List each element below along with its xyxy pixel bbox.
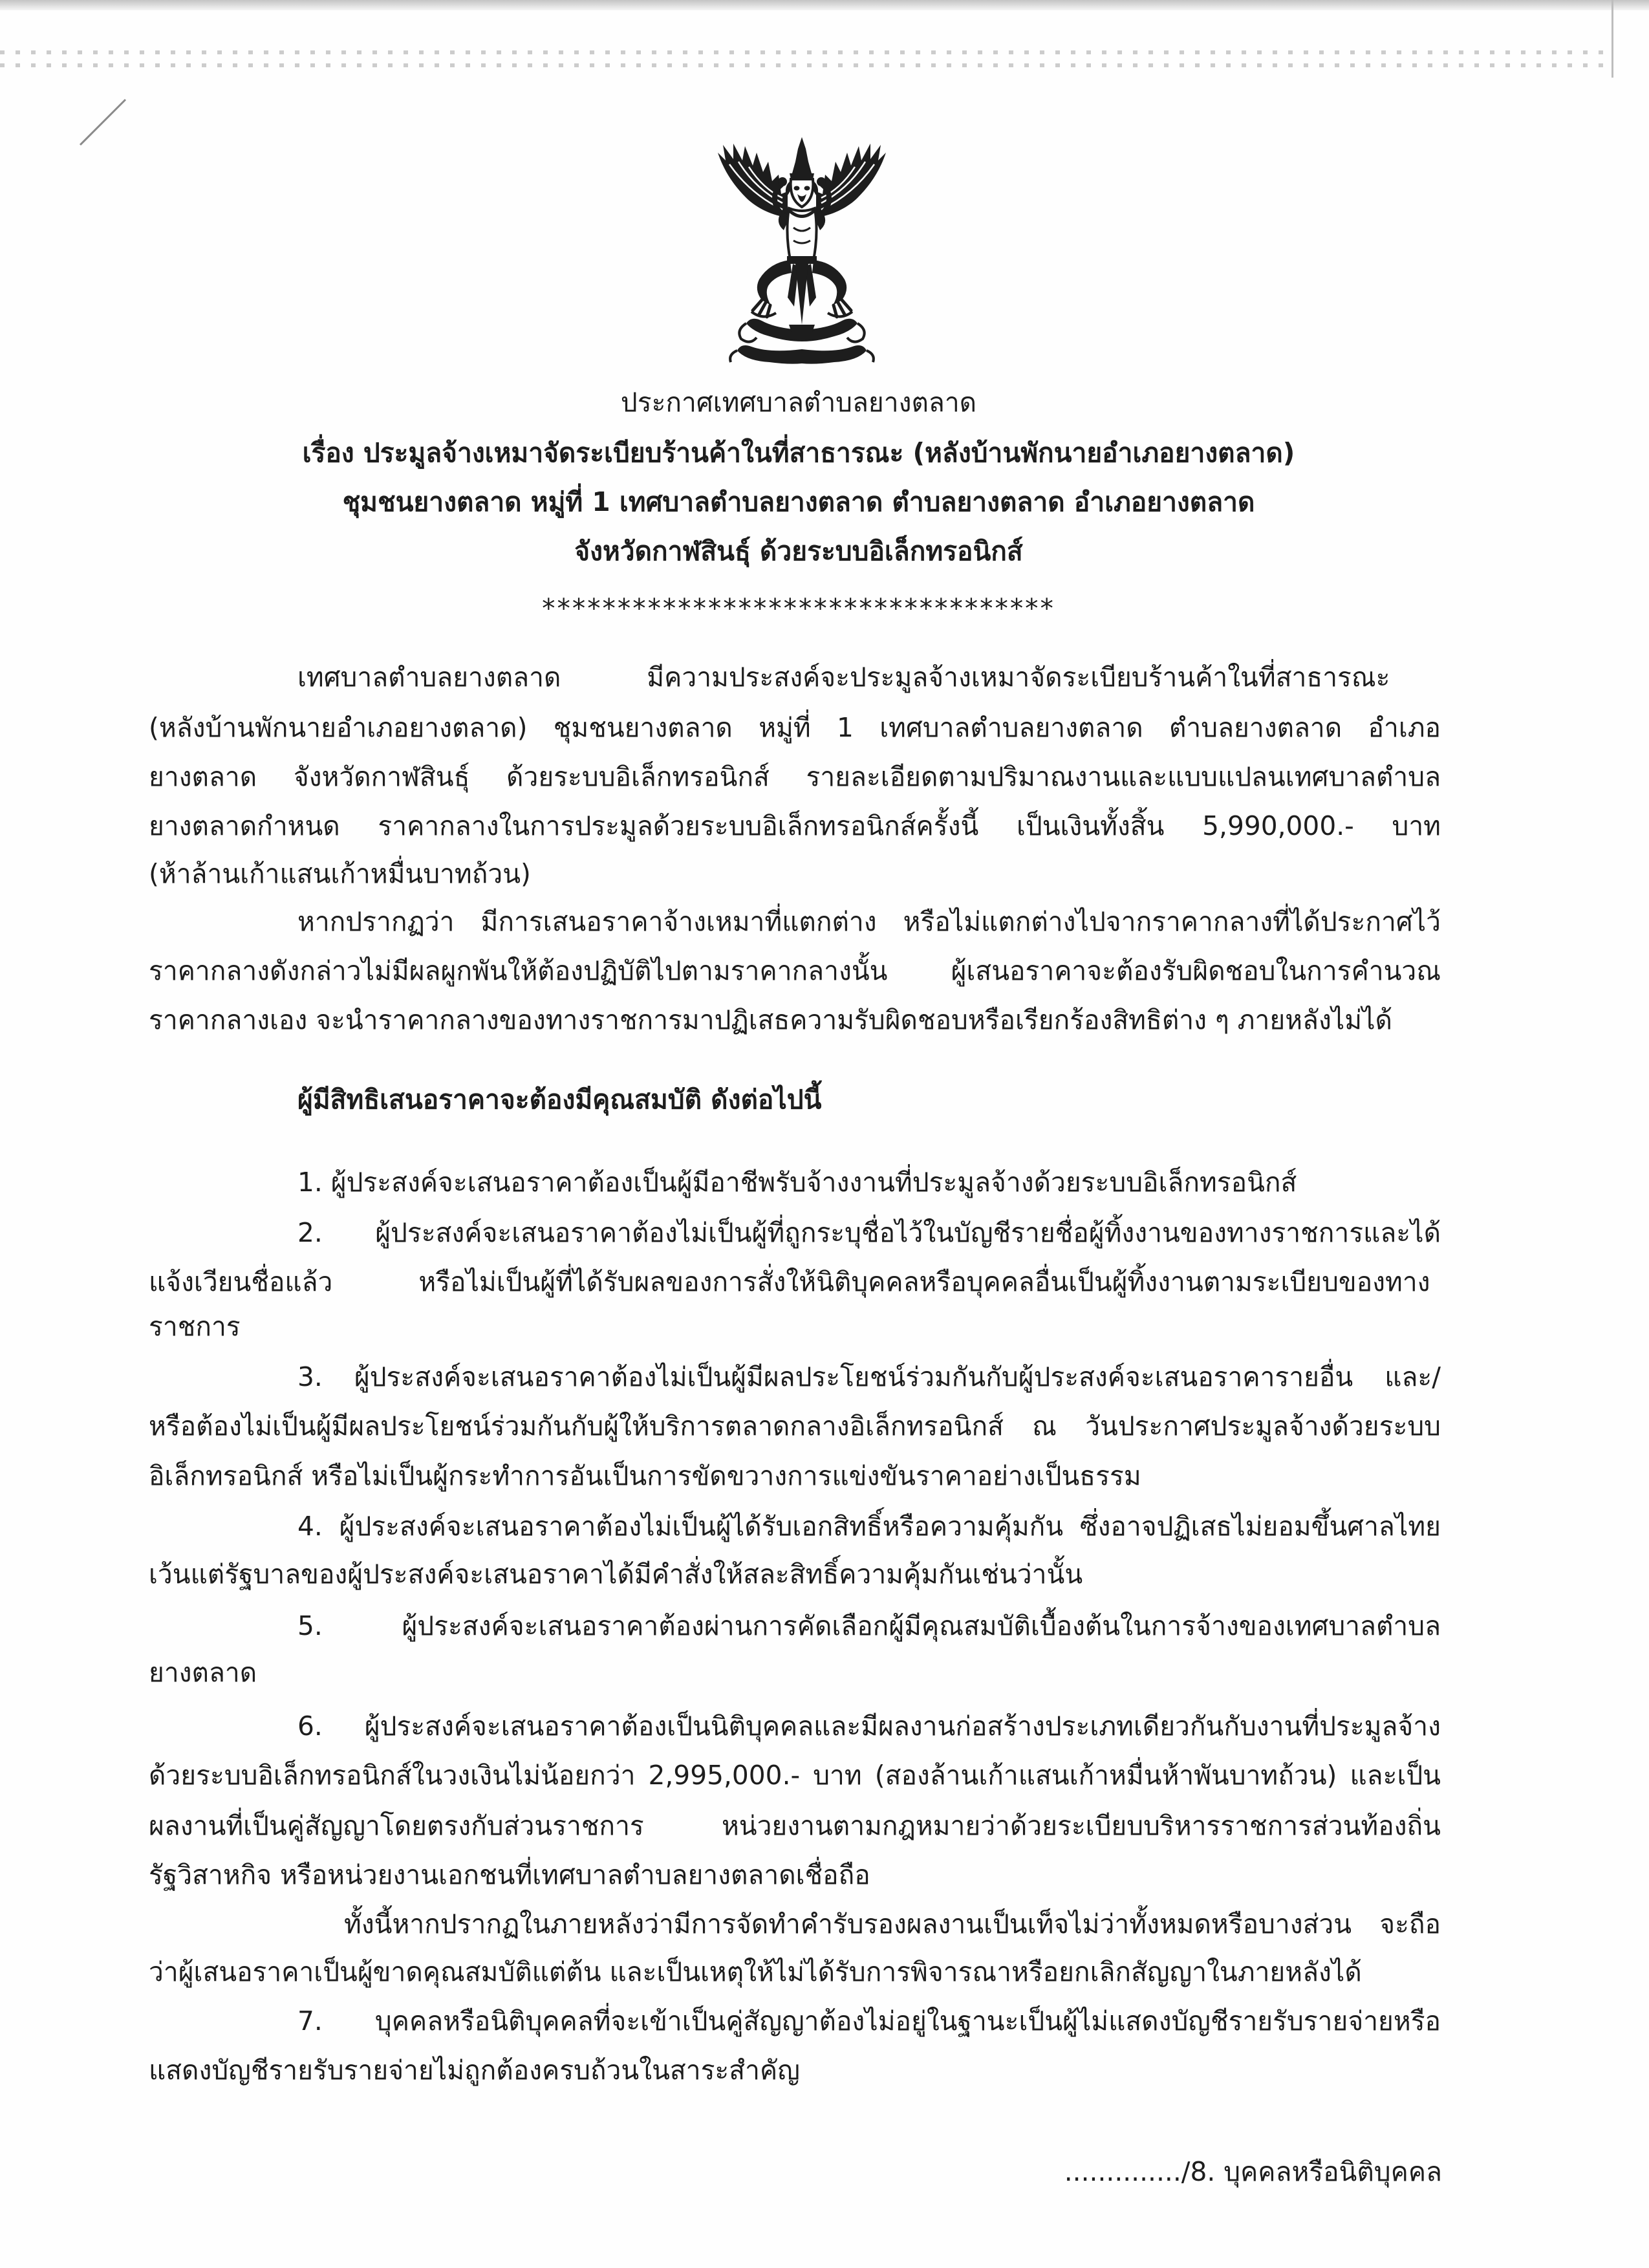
paragraph-line: (หลังบ้านพักนายอำเภอยางตลาด) ชุมชนยางตลาด หมู่ที่ 1 เทศบาลตำบลยางตลาด ตำบลยางตลาด อำเภอ <box>149 712 1441 743</box>
paragraph-line: ยางตลาดกำหนด ราคากลางในการประมูลด้วยระบบอิเล็กทรอนิกส์ครั้งนี้ เป็นเงินทั้งสิ้น 5,990,000.- บาท <box>149 810 1441 841</box>
scan-shadow <box>0 0 1649 10</box>
item-3-line: 3. ผู้ประสงค์จะเสนอราคาต้องไม่เป็นผู้มีผลประโยชน์ร่วมกันกับผู้ประสงค์จะเสนอราคารายอื่น และ/ <box>297 1361 1441 1392</box>
emblem-center <box>787 137 817 332</box>
scan-band <box>0 63 1613 67</box>
item-4-line: เว้นแต่รัฐบาลของผู้ประสงค์จะเสนอราคาได้มีคำสั่งให้สละสิทธิ์ความคุ้มกันเช่นว่านั้น <box>149 1559 1083 1590</box>
subject-line: เรื่อง ประมูลจ้างเหมาจัดระเบียบร้านค้าในที่สาธารณะ (หลังบ้านพักนายอำเภอยางตลาด) <box>302 437 1295 468</box>
paragraph-line: ราคากลางเอง จะนำราคากลางของทางราชการมาปฏิเสธความรับผิดชอบหรือเรียกร้องสิทธิต่าง ๆ ภายหลังไม่ได้ <box>149 1004 1392 1035</box>
paragraph-line: ราคากลางดังกล่าวไม่มีผลผูกพันให้ต้องปฏิบัติไปตามราคากลางนั้น ผู้เสนอราคาจะต้องรับผิดชอบในการคำนวณ <box>149 955 1441 986</box>
scan-mark <box>76 94 131 149</box>
item-4-line: 4. ผู้ประสงค์จะเสนอราคาต้องไม่เป็นผู้ได้รับเอกสิทธิ์หรือความคุ้มกัน ซึ่งอาจปฏิเสธไม่ยอมขึ้นศาลไทย <box>297 1511 1441 1542</box>
qualifications-heading: ผู้มีสิทธิเสนอราคาจะต้องมีคุณสมบัติ ดังต่อไปนี้ <box>297 1084 822 1115</box>
paragraph-line: เทศบาลตำบลยางตลาด มีความประสงค์จะประมูลจ้างเหมาจัดระเบียบร้านค้าในที่สาธารณะ <box>297 662 1390 693</box>
item-6-line: ด้วยระบบอิเล็กทรอนิกส์ในวงเงินไม่น้อยกว่า 2,995,000.- บาท (สองล้านเก้าแสนเก้าหมื่นห้าพันบาทถ้วน) และเป็น <box>149 1760 1441 1791</box>
scan-band <box>0 50 1613 54</box>
item-3-line: หรือต้องไม่เป็นผู้มีผลประโยชน์ร่วมกันกับผู้ให้บริการตลาดกลางอิเล็กทรอนิกส์ ณ วันประกาศประมูลจ้างด้วยระบบ <box>149 1410 1441 1442</box>
item-6-line: ผลงานที่เป็นคู่สัญญาโดยตรงกับส่วนราชการ หน่วยงานตามกฎหมายว่าด้วยระเบียบบริหารราชการส่วนท้องถิ่น <box>149 1810 1441 1841</box>
item-2-line: ราชการ <box>149 1311 241 1342</box>
item-2-line: 2. ผู้ประสงค์จะเสนอราคาต้องไม่เป็นผู้ที่ถูกระบุชื่อไว้ในบัญชีรายชื่อผู้ทิ้งงานของทางราชการและได้ <box>297 1217 1441 1248</box>
announcement-title: ประกาศเทศบาลตำบลยางตลาด <box>620 387 977 418</box>
paragraph-line: (ห้าล้านเก้าแสนเก้าหมื่นบาทถ้วน) <box>149 858 531 889</box>
item-3-line: อิเล็กทรอนิกส์ หรือไม่เป็นผู้กระทำการอันเป็นการขัดขวางการแข่งขันราคาอย่างเป็นธรรม <box>149 1460 1141 1491</box>
separator: ********************************** <box>542 593 1055 624</box>
item-6-note-line: ว่าผู้เสนอราคาเป็นผู้ขาดคุณสมบัติแต่ต้น และเป็นเหตุให้ไม่ได้รับการพิจารณาหรือยกเลิกสัญญาในภายหลังได้ <box>149 1956 1362 1987</box>
scan-edge <box>1611 0 1613 78</box>
subject-line: ชุมชนยางตลาด หมู่ที่ 1 เทศบาลตำบลยางตลาด ตำบลยางตลาด อำเภอยางตลาด <box>342 486 1255 517</box>
item-6-line: รัฐวิสาหกิจ หรือหน่วยงานเอกชนที่เทศบาลตำบลยางตลาดเชื่อถือ <box>149 1859 870 1890</box>
page-continuation: ............../8. บุคคลหรือนิติบุคคล <box>1064 2156 1442 2187</box>
item-5-line: ยางตลาด <box>149 1657 257 1688</box>
item-6-note-line: ทั้งนี้หากปรากฏในภายหลังว่ามีการจัดทำคำรับรองผลงานเป็นเท็จไม่ว่าทั้งหมดหรือบางส่วน จะถือ <box>344 1908 1441 1939</box>
paragraph-line: หากปรากฏว่า มีการเสนอราคาจ้างเหมาที่แตกต่าง หรือไม่แตกต่างไปจากราคากลางที่ได้ประกาศไว้ <box>297 906 1441 937</box>
garuda-emblem <box>692 136 912 369</box>
paragraph-line: ยางตลาด จังหวัดกาฬสินธุ์ ด้วยระบบอิเล็กทรอนิกส์ รายละเอียดตามปริมาณงานและแบบแปลนเทศบาลตำบล <box>149 761 1441 792</box>
item-7-line: 7. บุคคลหรือนิติบุคคลที่จะเข้าเป็นคู่สัญญาต้องไม่อยู่ในฐานะเป็นผู้ไม่แสดงบัญชีรายรับรายจ่ายหรือ <box>297 2005 1441 2036</box>
item-7-line: แสดงบัญชีรายรับรายจ่ายไม่ถูกต้องครบถ้วนในสาระสำคัญ <box>149 2055 800 2086</box>
item-1-line: 1. ผู้ประสงค์จะเสนอราคาต้องเป็นผู้มีอาชีพรับจ้างงานที่ประมูลจ้างด้วยระบบอิเล็กทรอนิกส์ <box>297 1167 1297 1198</box>
subject-line: จังหวัดกาฬสินธุ์ ด้วยระบบอิเล็กทรอนิกส์ <box>574 535 1023 567</box>
item-6-line: 6. ผู้ประสงค์จะเสนอราคาต้องเป็นนิติบุคคลและมีผลงานก่อสร้างประเภทเดียวกันกับงานที่ประมูลจ้าง <box>297 1711 1441 1742</box>
item-5-line: 5. ผู้ประสงค์จะเสนอราคาต้องผ่านการคัดเลือกผู้มีคุณสมบัติเบื้องต้นในการจ้างของเทศบาลตำบล <box>297 1610 1441 1641</box>
item-2-line: แจ้งเวียนชื่อแล้ว หรือไม่เป็นผู้ที่ได้รับผลของการสั่งให้นิติบุคคลหรือบุคคลอื่นเป็นผู้ทิ้งงานตามระเบียบของทาง <box>149 1266 1430 1297</box>
